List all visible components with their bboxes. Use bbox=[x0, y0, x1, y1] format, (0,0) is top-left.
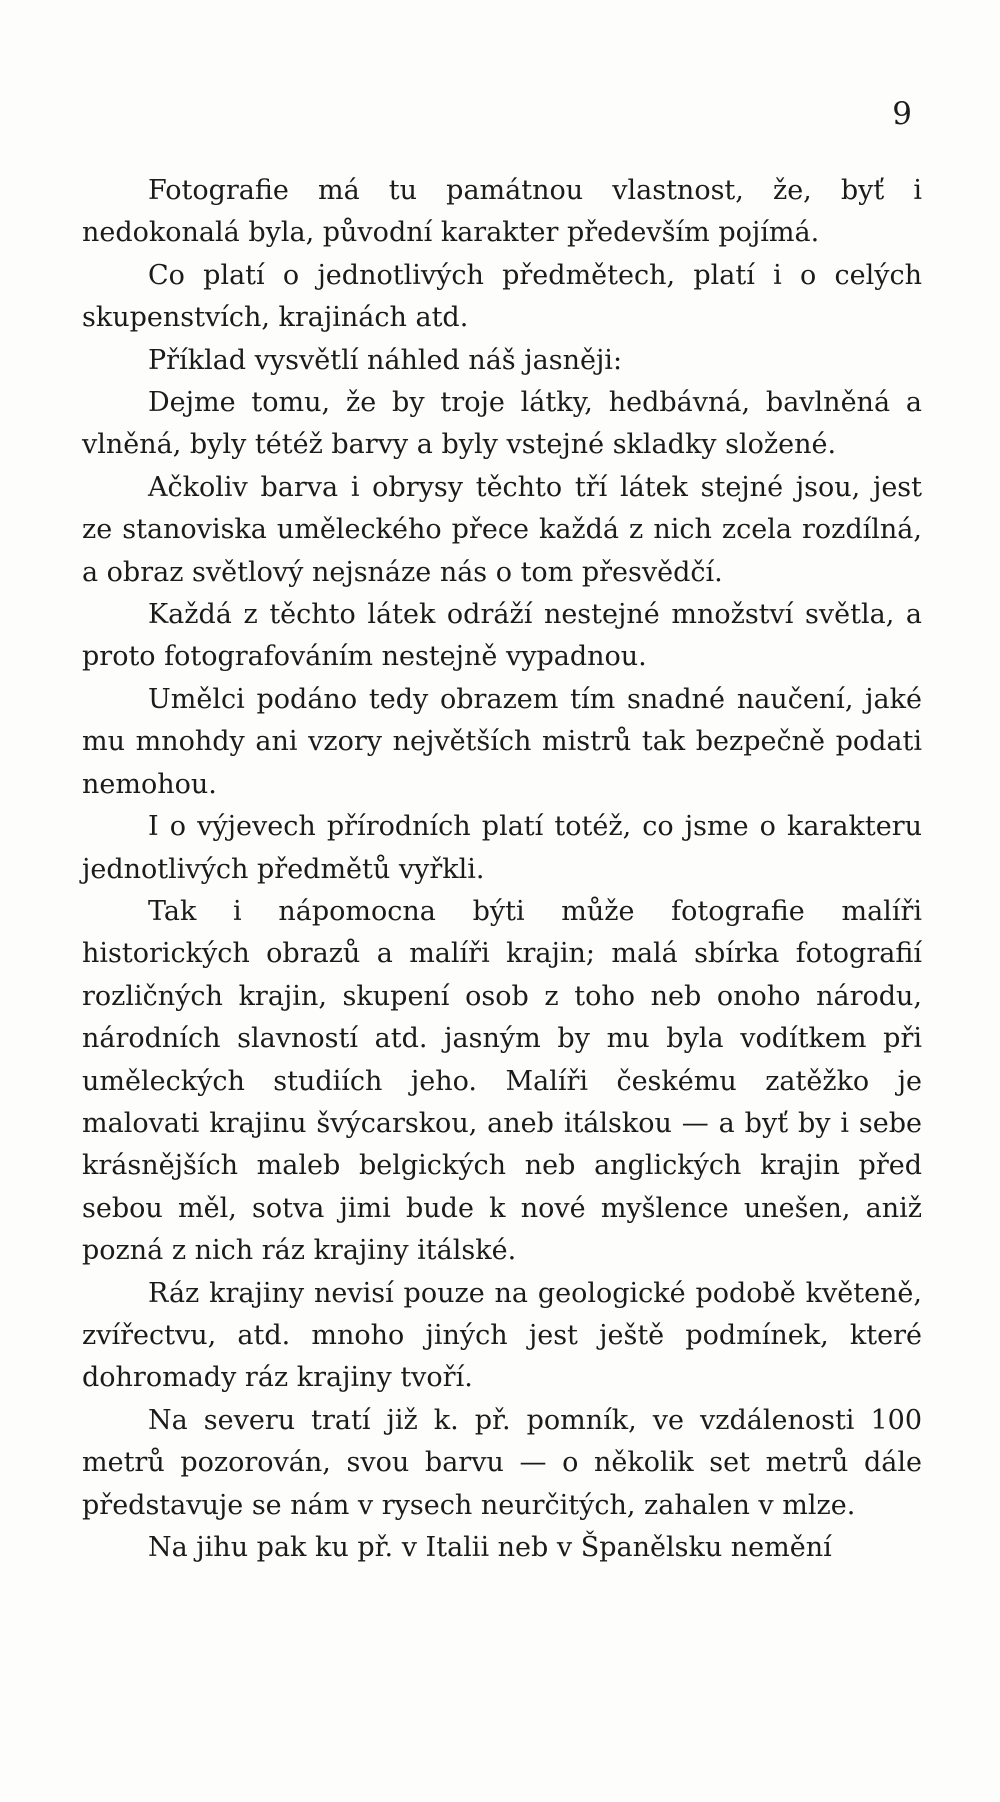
paragraph-6: Každá z těchto látek odráží nestejné množství světla, a proto fotografováním nestejně vypadnou. bbox=[82, 599, 922, 673]
body-text bbox=[82, 170, 922, 1569]
paragraph-4: Dejme tomu, že by troje látky, hedbávná, bavlněná a vlněná, byly tétéž barvy a byly vstejné skladky složené. bbox=[82, 387, 922, 461]
paragraph-9: Tak i nápomocna býti může fotografie malíři historických obrazů a malíři krajin; malá sbírka fotografií rozličných krajin, skupení osob z toho neb onoho národu, národních slavností atd. jasným by mu byla vodítkem při uměleckých studiích jeho. Malíři českému zatěžko je malovati krajinu švýcarskou, aneb itálskou — a byť by i sebe krásnějších maleb belgických neb anglických krajin před sebou měl, sotva jimi bude k nové myšlence unešen, aniž pozná z nich ráz krajiny itálské. bbox=[82, 895, 922, 1267]
paragraph-5: Ačkoliv barva i obrysy těchto tří látek stejné jsou, jest ze stanoviska uměleckého přece každá z nich zcela rozdílná, a obraz světlový nejsnáze nás o tom přesvědčí. bbox=[82, 471, 922, 588]
page-number: 9 bbox=[892, 96, 912, 132]
paragraph-7: Umělci podáno tedy obrazem tím snadné naučení, jaké mu mnohdy ani vzory největších mistrů tak bezpečně podati nemohou. bbox=[82, 683, 922, 800]
paragraph-11: Na severu tratí již k. př. pomník, ve vzdálenosti 100 metrů pozorován, svou barvu — o několik set metrů dále představuje se nám v rysech neurčitých, zahalen v mlze. bbox=[82, 1404, 922, 1521]
paragraph-12: Na jihu pak ku př. v Italii neb v Španělsku nemění bbox=[148, 1532, 832, 1563]
paragraph-8: I o výjevech přírodních platí totéž, co jsme o karakteru jednotlivých předmětů vyřkli. bbox=[82, 811, 922, 885]
paragraph-2: Co platí o jednotlivých předmětech, platí i o celých skupenstvích, krajinách atd. bbox=[82, 259, 922, 334]
paragraph-10: Ráz krajiny nevisí pouze na geologické podobě květeně, zvířectvu, atd. mnoho jiných jest ještě podmínek, které dohromady ráz krajiny tvoří. bbox=[82, 1277, 922, 1394]
paragraph-1: Fotografie má tu památnou vlastnost, že, byť i nedokonalá byla, původní karakter především pojímá. bbox=[82, 175, 922, 249]
paragraph-3: Příklad vysvětlí náhled náš jasněji: bbox=[148, 344, 623, 376]
